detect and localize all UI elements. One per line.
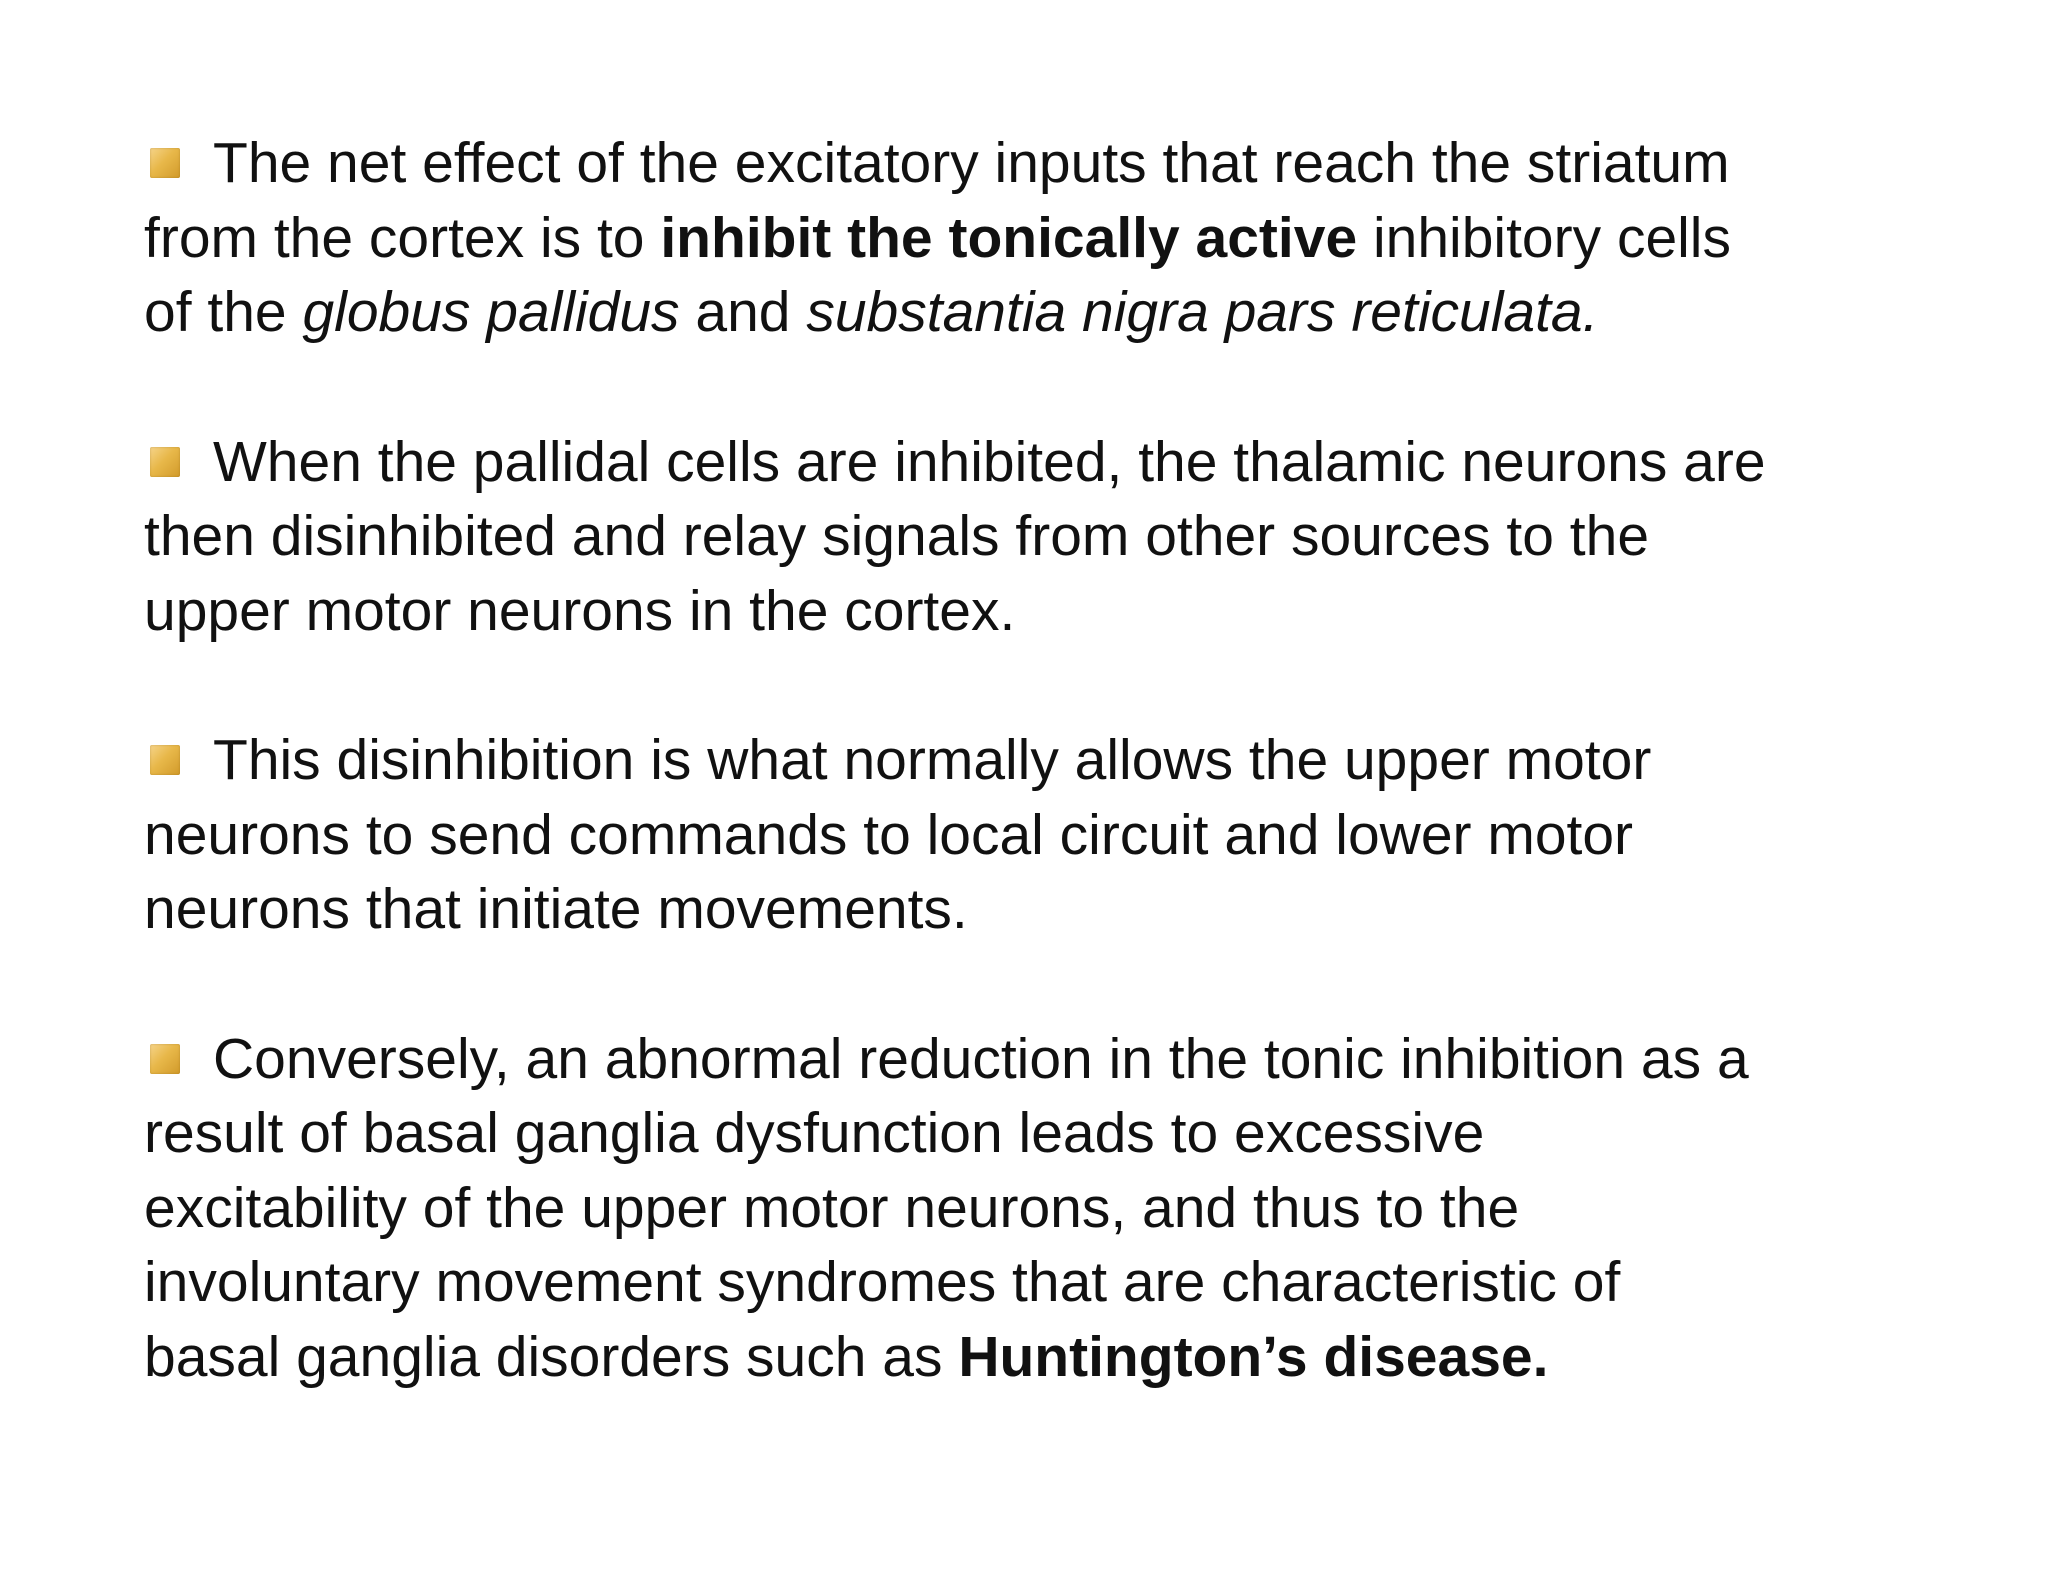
bold-text-run: inhibit the tonically active xyxy=(660,205,1358,270)
bullet-line xyxy=(144,1171,1944,1246)
bullet-line xyxy=(144,201,1944,276)
text-run: basal ganglia disorders such as xyxy=(144,1324,959,1389)
bullet-line xyxy=(144,798,1944,873)
italic-text-run: globus pallidus xyxy=(302,280,680,344)
text-run: from the cortex is to xyxy=(144,205,661,270)
text-run: When the pallidal cells are inhibited, the thalamic neurons are xyxy=(213,429,1766,494)
text-run: involuntary movement syndromes that are characteristic of xyxy=(144,1250,1621,1314)
bold-text-run: Huntington’s disease. xyxy=(958,1324,1549,1389)
text-run: of the xyxy=(144,280,303,344)
bullet-line xyxy=(144,1245,1944,1320)
text-run: The net effect of the excitatory inputs that reach the striatum xyxy=(213,131,1730,195)
bullet-line xyxy=(144,872,1944,947)
text-run: excitability of the upper motor neurons, and thus to the xyxy=(144,1175,1520,1240)
text-run: Conversely, an abnormal reduction in the tonic inhibition as a xyxy=(213,1026,1749,1091)
bullet-item-4 xyxy=(144,1022,1944,1395)
bullet-line xyxy=(144,275,1944,350)
gold-square-bullet-icon xyxy=(150,1044,180,1074)
bullet-item-2 xyxy=(144,425,1944,649)
text-run: neurons that initiate movements. xyxy=(144,877,968,941)
italic-text-run: substantia nigra pars reticulata. xyxy=(806,280,1599,344)
text-run: and xyxy=(679,280,807,344)
gold-square-bullet-icon xyxy=(150,745,180,775)
bullet-line xyxy=(144,126,1944,201)
bullet-line xyxy=(144,574,1944,649)
gold-square-bullet-icon xyxy=(150,148,180,178)
bullet-item-3 xyxy=(144,723,1944,947)
text-run: then disinhibited and relay signals from other sources to the xyxy=(144,504,1650,568)
bullet-line xyxy=(144,1320,1944,1395)
text-run: inhibitory cells xyxy=(1357,205,1731,270)
bullet-line xyxy=(144,1096,1944,1171)
text-run: This disinhibition is what normally allows the upper motor xyxy=(213,728,1652,792)
bullet-line xyxy=(144,1022,1944,1097)
text-run: result of basal ganglia dysfunction leads to excessive xyxy=(144,1101,1485,1165)
bullet-line xyxy=(144,425,1944,500)
slide-content xyxy=(144,126,1944,1469)
bullet-line xyxy=(144,499,1944,574)
bullet-line xyxy=(144,723,1944,798)
text-run: neurons to send commands to local circuit and lower motor xyxy=(144,802,1634,867)
gold-square-bullet-icon xyxy=(150,447,180,477)
bullet-item-1 xyxy=(144,126,1944,350)
text-run: upper motor neurons in the cortex. xyxy=(144,578,1016,643)
